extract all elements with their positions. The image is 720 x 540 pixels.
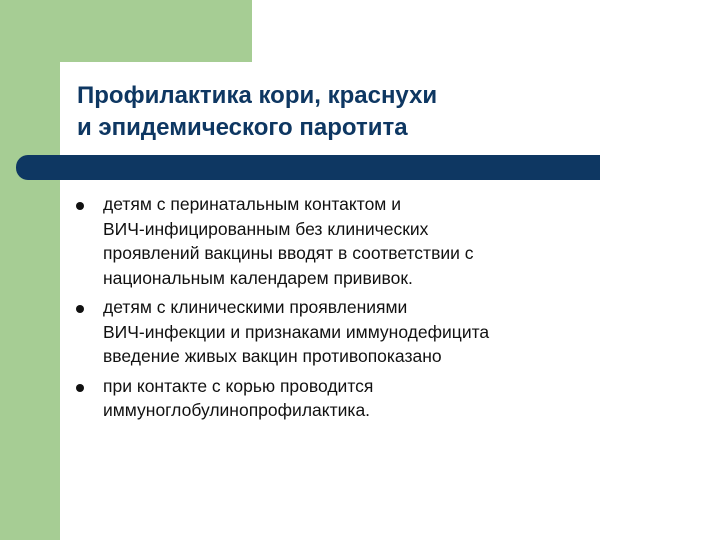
bullet-item <box>76 374 696 423</box>
title-divider-bar <box>16 155 600 180</box>
bullet-1-line-1: детям с перинатальным контактом и <box>103 194 401 214</box>
bullet-dot-icon <box>76 202 84 210</box>
bullet-3-line-2: иммуноглобулинопрофилактика. <box>103 400 371 420</box>
bullet-item <box>76 192 696 290</box>
bullet-dot-icon <box>76 305 84 313</box>
slide-title-line-1: Профилактика кори, краснухи <box>77 82 438 109</box>
bullet-3-line-1: при контакте с корью проводится <box>103 375 374 396</box>
slide-title <box>77 80 677 144</box>
bullet-item <box>76 295 696 369</box>
bullet-list <box>76 192 696 428</box>
bullet-dot-icon <box>76 384 84 392</box>
bullet-2-line-2: ВИЧ-инфекции и признаками иммунодефицита <box>103 321 490 342</box>
slide-title-line-2: и эпидемического паротита <box>77 114 408 141</box>
decorative-green-side-bar <box>0 0 60 540</box>
bullet-1-line-2: ВИЧ-инфицированным без клинических <box>103 218 429 239</box>
bullet-2-line-1: детям с клиническими проявлениями <box>103 297 408 317</box>
bullet-1-line-3: проявлений вакцины вводят в соответствии с <box>103 243 474 263</box>
bullet-2-line-3: введение живых вакцин противопоказано <box>103 346 442 366</box>
bullet-1-line-4: национальным календарем прививок. <box>103 267 413 288</box>
